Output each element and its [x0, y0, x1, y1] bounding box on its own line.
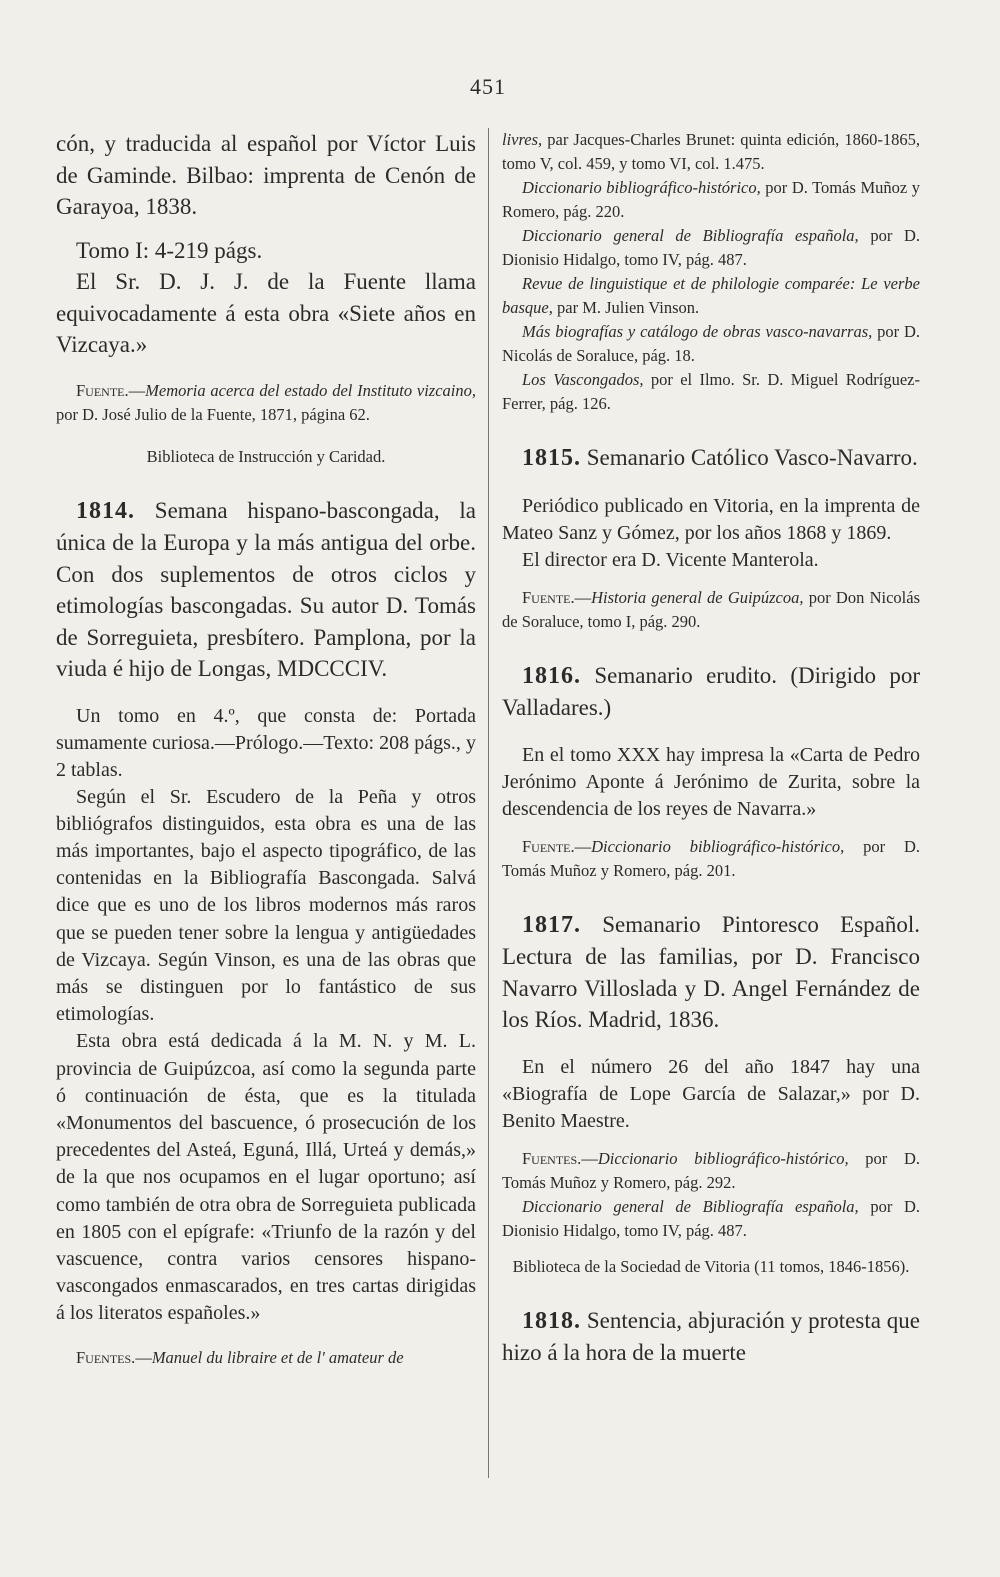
citation-detail: por D. Nicolás de Soraluce, pág. 18.: [502, 322, 920, 365]
entry-1817-heading: [502, 909, 920, 1036]
paragraph: Esta obra está dedicada á la M. N. y M. L. provincia de Guipúzcoa, así como la segunda parte ó continuación de ésta, que es la titulada «Monumentos del bascuence, ó prosecución de los precedentes del Asteá, Eguná, Illá, Urteá y demás,» de la que nos ocupamos en el lugar oportuno; así como también de otra obra de Sorreguieta publicada en 1805 con el epígrafe: «Triunfo de la razón y del vascuence, contra varios censores hispano-vascongados enmascarados, en tres cartas dirigidas á los literatos españoles.»: [56, 1030, 476, 1325]
source-title: Historia general de Guipúzcoa,: [591, 587, 804, 607]
citation-detail: par M. Julien Vinson.: [552, 298, 700, 317]
entry-title: Semanario Católico Vasco-Navarro.: [581, 445, 918, 470]
entry-number: 1815.: [522, 445, 581, 471]
citation-title: livres,: [502, 130, 543, 149]
dash: —: [581, 1148, 598, 1168]
paragraph: El director era D. Vicente Manterola.: [522, 548, 819, 571]
entry-title: Semana hispano-bascongada, la única de la Europa y la más antigua del orbe. Con dos suplementos de otros ciclos y etimologías bascongadas. Su autor D. Tomás de Sorreguieta, presbítero. Pamplona, por la viuda é hijo de Longas, MDCCCIV.: [56, 497, 476, 681]
citation-title: Diccionario bibliográfico-histórico,: [522, 178, 761, 197]
citation-title: Diccionario general de Bibliografía española,: [522, 1196, 859, 1216]
citation-title: Los Vascongados,: [522, 370, 644, 389]
paragraph: En el número 26 del año 1847 hay una «Biografía de Lope García de Salazar,» por D. Benito Maestre.: [502, 1055, 920, 1132]
entry-number: 1816.: [522, 662, 581, 689]
citation-title: Revue de linguistique et de philologie comparée: Le verbe basque,: [502, 274, 920, 317]
right-column: [502, 128, 920, 1369]
entry-number: 1814.: [76, 497, 135, 524]
citation: [502, 272, 920, 320]
source-detail: por D. Tomás Muñoz y Romero, pág. 201.: [502, 836, 920, 880]
column-divider: [488, 128, 489, 1478]
source-label: Fuente.: [76, 380, 129, 400]
source-label: Fuente.: [522, 587, 575, 607]
entry-1815-heading: [502, 442, 920, 475]
entry-number: 1817.: [522, 911, 581, 938]
source-detail: por D. Tomás Muñoz y Romero, pág. 292.: [502, 1148, 920, 1192]
library-note: Biblioteca de Instrucción y Caridad.: [146, 446, 386, 466]
citation-title: Diccionario general de Bibliografía española,: [522, 226, 859, 245]
citation: [502, 176, 920, 224]
paragraph: Tomo I: 4-219 págs.: [76, 237, 263, 263]
citation-detail: por D. Dionisio Hidalgo, tomo IV, pág. 487.: [502, 226, 920, 269]
source-label: Fuentes.: [522, 1148, 582, 1168]
page-number: 451: [470, 74, 506, 99]
source-note: [56, 1346, 476, 1370]
citation: [502, 128, 920, 176]
citation-detail: por el Ilmo. Sr. D. Miguel Rodríguez-Ferrer, pág. 126.: [502, 370, 920, 413]
entry-title: Semanario erudito. (Dirigido por Valladares.): [502, 662, 920, 720]
source-label: Fuentes.: [76, 1347, 136, 1367]
entry-1818-heading: [502, 1305, 920, 1369]
source-label: Fuente.: [522, 836, 575, 856]
citation: [502, 320, 920, 368]
paragraph: Según el Sr. Escudero de la Peña y otros bibliógrafos distinguidos, esta obra es una de las más importantes, bajo el aspecto tipográfico, de las contenidas en la Bibliografía Bascongada. Salvá dice que es uno de los libros modernos más raros que se pueden tener sobre la lengua y antigüedades de Vizcaya. Según Vinson, es una de las obras que más se distinguen por lo fantástico de sus etimologías.: [56, 785, 476, 1026]
citation: [502, 224, 920, 272]
paragraph: En el tomo XXX hay impresa la «Carta de Pedro Jerónimo Aponte á Jerónimo de Zurita, sobre la descendencia de los reyes de Navarra.»: [502, 743, 920, 820]
paragraph: Periódico publicado en Vitoria, en la imprenta de Mateo Sanz y Gómez, por los años 1868 y 1869.: [502, 494, 920, 544]
entry-number: 1818.: [522, 1307, 581, 1334]
dash: —: [128, 380, 146, 400]
source-title: Memoria acerca del estado del Instituto vizcaino,: [145, 380, 476, 400]
source-note: [502, 586, 920, 634]
source-detail: por D. José Julio de la Fuente, 1871, página 62.: [56, 404, 370, 424]
paragraph: Un tomo en 4.º, que consta de: Portada sumamente curiosa.—Prólogo.—Texto: 208 págs., y 2 tablas.: [56, 704, 476, 781]
source-note: [502, 1147, 920, 1195]
paragraph: cón, y traducida al español por Víctor Luis de Gaminde. Bilbao: imprenta de Cenón de Garayoa, 1838.: [56, 131, 476, 219]
citation-detail: par Jacques-Charles Brunet: quinta edición, 1860-1865, tomo V, col. 459, y tomo VI, col. 1.475.: [502, 130, 920, 173]
source-title: Manuel du libraire et de l' amateur de: [151, 1347, 404, 1367]
entry-title: Semanario Pintoresco Español. Lectura de las familias, por D. Francisco Navarro Villoslada y D. Angel Fernández de los Ríos. Madrid, 1836.: [502, 911, 920, 1032]
entry-1814-heading: [56, 495, 476, 685]
citation: [502, 1195, 920, 1243]
paragraph: El Sr. D. J. J. de la Fuente llama equivocadamente á esta obra «Siete años en Vizcaya.»: [56, 269, 476, 357]
source-title: Diccionario bibliográfico-histórico,: [597, 1148, 849, 1168]
entry-title: Sentencia, abjuración y protesta que hizo á la hora de la muerte: [502, 1307, 920, 1365]
dash: —: [574, 587, 592, 607]
entry-1816-heading: [502, 660, 920, 724]
dash: —: [574, 836, 592, 856]
library-note: Biblioteca de la Sociedad de Vitoria (11 tomos, 1846-1856).: [512, 1256, 910, 1276]
source-note: [502, 835, 920, 883]
source-detail: por Don Nicolás de Soraluce, tomo I, pág. 290.: [502, 587, 920, 631]
source-note: [56, 379, 476, 427]
citation-detail: por D. Dionisio Hidalgo, tomo IV, pág. 487.: [502, 1196, 920, 1240]
citation: [502, 368, 920, 416]
source-title: Diccionario bibliográfico-histórico,: [591, 836, 845, 856]
citation-detail: por D. Tomás Muñoz y Romero, pág. 220.: [502, 178, 920, 221]
left-column: [56, 128, 476, 1370]
dash: —: [135, 1347, 152, 1367]
citation-title: Más biografías y catálogo de obras vasco-navarras,: [522, 322, 873, 341]
